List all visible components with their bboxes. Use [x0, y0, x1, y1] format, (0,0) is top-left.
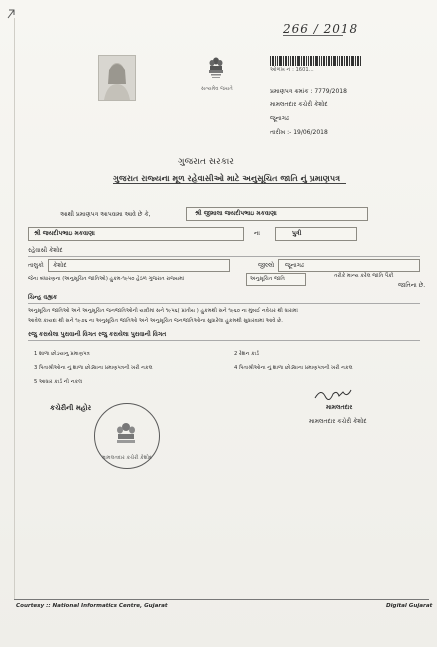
handwritten-reference: 266 / 2018 — [283, 22, 359, 36]
taluka-label: તાલુકો — [28, 262, 44, 269]
footer-courtesy: Courtesy :: National Informatics Centre, Gujarat — [16, 603, 168, 609]
section1-heading: ચિન્હ વહ્યક — [28, 294, 58, 301]
intro-text: આથી પ્રમાણપત્ર આપવામા આવે છે કે, — [60, 211, 151, 218]
recognized-suffix: તરીકે માન્ય કરેલ જાતિ પૈકી — [334, 273, 394, 279]
stamp-ring-text: મામલતદાર કચેરી કેશોદ — [102, 455, 152, 461]
barcode-label: ઓળખ નં : 1601... — [270, 67, 314, 73]
section1-para1: અનુસૂચિત જાતિઓ અને અનુસૂચિત જનજાતિઓની યાદીમાં સને ૧૯૫૬( પ્રાંતીય ) હુકમથી સને ૧૯૬૦ ના મુંબઈ નવેચર થી ધારામાં — [28, 308, 298, 314]
document-item: 5 આધાર કાર્ડ ની નકલ — [34, 379, 83, 385]
parent-name: શ્રી જયદીપભાઇ મકવાણા — [34, 230, 95, 237]
taluka-value: કેશોદ — [53, 262, 67, 269]
category-field — [246, 273, 306, 286]
applicant-photo — [98, 55, 136, 101]
office-stamp-label: કચેરીની મહોર — [50, 404, 92, 412]
section2-rule — [28, 340, 420, 341]
residence-text: રહેવાસી કેશોદ — [28, 247, 63, 254]
officer-signature — [313, 386, 353, 402]
document-item: 4 પિતાશ્રીઓના નું શાળા છોડ્યાના પ્રમાણપત્રની ખરી નકલ — [234, 365, 353, 371]
left-margin-line — [14, 18, 15, 600]
applicant-name: શ્રી જીમાલા જયદીપભાઇ મકવાણા — [195, 210, 277, 217]
certificate-number: પ્રમાણપત્ર ક્રમાંક : 7779/2018 — [270, 88, 347, 95]
barcode — [270, 56, 362, 66]
footer-brand: Digital Gujarat — [386, 603, 433, 609]
officer-office: મામલતદાર કચેરી કેશોદ — [309, 418, 367, 425]
district-label: જીલ્લો — [258, 262, 275, 269]
applicant-name-field — [186, 207, 368, 221]
subtitle-underline — [113, 183, 346, 184]
section1-rule — [28, 303, 420, 304]
issue-date: તારીખ :- 19/06/2018 — [270, 129, 328, 136]
residence-rule — [28, 256, 420, 257]
relation-value: પુત્રી — [292, 230, 302, 237]
officer-designation: મામલતદાર — [326, 404, 353, 411]
resolution-text: જેના બંધારણના (અનુસૂચિત જાતિઓ) હુકમ-૧૯૫૦ હેઠળ ગુજરાત રાજ્યમાં — [28, 276, 185, 282]
corner-mark-icon — [6, 8, 16, 20]
district-field — [278, 259, 420, 272]
section1-para2: આવેલ કાયદા થી સને ૧૯૭૬ ના અનુસૂચિત જાતિઓ અને અનુસૂચિત જનજાતિઓના સુધારેલા હુકમથી સુધારવામાં આવે છે. — [28, 318, 283, 324]
certificate-subtitle: ગુજરાત રાજ્યના મૂળ રહેવાસીઓ માટે અનુસૂચિત જાતિ નું પ્રમાણપત્ર — [113, 173, 341, 183]
relation-suffix: ના — [254, 230, 260, 237]
issuing-district: જૂનાગઢ — [270, 115, 289, 122]
category-value: અનુસૂચિત જાતિ — [250, 276, 285, 282]
taluka-field — [48, 259, 230, 272]
document-item: 3 પિતાશ્રીઓના નું શાળા છોડ્યાના પ્રમાણપત્રની ખરી નકલ — [34, 365, 153, 371]
parent-name-field — [28, 227, 244, 241]
district-value: જૂનાગઢ — [285, 262, 304, 269]
caste-suffix: જાતિના છે. — [398, 282, 426, 289]
relation-field — [275, 227, 357, 241]
government-title: ગુજરાત સરકાર — [178, 157, 234, 167]
state-emblem-icon — [207, 56, 225, 84]
stamp-emblem-icon — [113, 421, 139, 449]
issuing-office: મામલતદાર કચેરી કેશોદ — [270, 101, 328, 108]
handwritten-underline — [283, 35, 343, 36]
section2-heading: રજુ કરાયેલા પુરાવાની વિગત રજુ કરાયેલા પુરાવાની વિગત — [28, 331, 167, 338]
emblem-caption: સત્યમેવ જયતે — [201, 86, 233, 92]
footer-rule — [14, 599, 429, 600]
document-item: 1 શાળા છોડયાનુ પ્રમાણપત્ર — [34, 351, 90, 357]
document-item: 2 રેશન કાર્ડ — [234, 351, 259, 357]
